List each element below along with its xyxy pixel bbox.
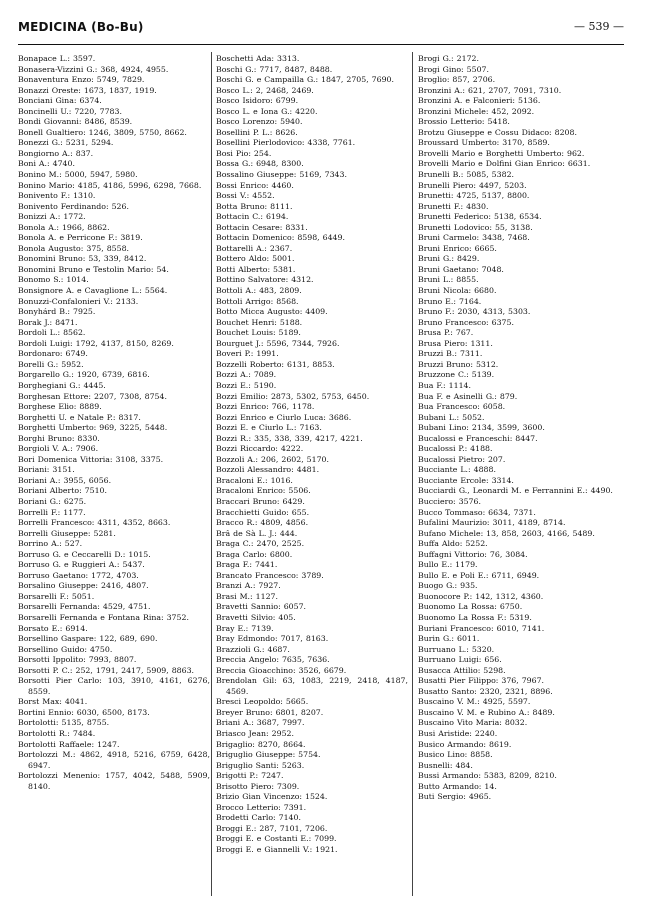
index-entry: Bracaloni Enrico: 5506. (216, 486, 311, 496)
index-entry: Borgarello G.: 1920, 6739, 6816. (18, 370, 150, 380)
index-entry: Bronzini A. e Falconieri: 5136. (418, 96, 541, 106)
index-entry: Buffagni Vittorio: 76, 3084. (418, 549, 528, 559)
index-entry: Bua F. e Asinelli G.: 879. (418, 391, 518, 401)
index-entry: Bruni Enrico: 6665. (418, 243, 497, 253)
index-entry: Borghetti Umberto: 969, 3225, 5448. (18, 423, 168, 433)
index-entry: Boriani Alberto: 7510. (18, 486, 107, 496)
index-entry: Bucco Tommaso: 6634, 7371. (418, 507, 536, 517)
index-entry: Busi Aristide: 2240. (418, 729, 498, 738)
page-header (18, 20, 624, 40)
index-entry: Borrelli Giuseppe: 5281. (18, 528, 116, 538)
index-entry: Bozzi R.: 335, 338, 339, 4217, 4221. (216, 433, 363, 443)
index-entry: Buti Sergio: 4965. (418, 792, 492, 802)
index-entry: Braga F.: 7441. (216, 560, 278, 570)
index-entry: Bruni Carmelo: 3438, 7468. (418, 233, 530, 243)
index-entry: Bonazzi Oreste: 1673, 1837, 1919. (18, 85, 157, 95)
section-title: MEDICINA (Bo-Bu) (18, 20, 144, 34)
index-entry: Bruno F.: 2030, 4313, 5303. (418, 307, 531, 317)
index-column-2 (216, 54, 408, 894)
index-entry: Brendolan Gil: 63, 1083, 2219, 2418, 4187, 4569. (216, 676, 408, 696)
index-entry: Borrino A.: 527. (18, 539, 83, 549)
index-column-1 (18, 54, 210, 894)
index-entry: Bonezzi G.: 5231, 5294. (18, 138, 114, 148)
index-entry: Bruzzi B.: 7311. (418, 349, 483, 359)
index-entry: Bruni G.: 8429. (418, 254, 480, 264)
index-entry: Borst Max: 4041. (18, 697, 88, 707)
index-entry: Bruzzone C.: 5139. (418, 370, 495, 380)
index-entry: Braccari Bruno: 6429. (216, 496, 305, 506)
index-entry: Broggi E.: 287, 7101, 7206. (216, 823, 328, 833)
index-entry: Brunelli B.: 5085, 5382. (418, 170, 515, 180)
index-entry: Boncinelli U.: 7220, 7783. (18, 106, 122, 116)
index-entry: Bonaventura Enzo: 5749, 7829. (18, 75, 145, 85)
index-entry: Boschetti Ada: 3313. (216, 54, 300, 63)
index-entry: Borsarelli F.: 5051. (18, 591, 95, 601)
index-entry: Bozzi E. e Ciurlo L.: 7163. (216, 423, 322, 433)
index-entry: Bottoli Arrigo: 8568. (216, 296, 299, 306)
index-entry: Bossalino Giuseppe: 5169, 7343. (216, 170, 347, 180)
index-entry: Brunelli Piero: 4497, 5203. (418, 180, 527, 190)
index-entry: Boschi G. e Campailla G.: 1847, 2705, 7690. (216, 75, 394, 85)
index-entry: Bruno E.: 7164. (418, 296, 482, 306)
index-entry: Bortolotti: 5135, 8755. (18, 718, 110, 728)
index-entry: Bufalini Maurizio: 3011, 4189, 8714. (418, 518, 566, 528)
index-entry: Boriani A.: 3955, 6056. (18, 475, 112, 485)
index-entry: Briani A.: 3687, 7997. (216, 718, 305, 728)
index-entry: Bonola A.: 1966, 8862. (18, 222, 110, 232)
index-entry: Bresci Leopoldo: 5665. (216, 697, 309, 707)
index-entry: Bonell Gualtiero: 1246, 3809, 5750, 8662. (18, 127, 187, 137)
index-entry: Boveri P.: 1991. (216, 349, 279, 359)
index-entry: Bucciero: 3576. (418, 496, 481, 506)
index-entry: Busatto Santo: 2320, 2321, 8896. (418, 686, 553, 696)
index-entry: Bonizzi A.: 1772. (18, 212, 86, 222)
index-entry: Brazzioli G.: 4687. (216, 644, 290, 654)
index-entry: Bouchet Henri: 5188. (216, 317, 303, 327)
index-entry: Bonivento Ferdinando: 526. (18, 201, 129, 211)
index-entry: Busico Armando: 8619. (418, 739, 512, 749)
index-entry: Busacca Attilio: 5298. (418, 665, 506, 675)
index-entry: Bracchietti Guido: 655. (216, 507, 310, 517)
index-entry: Briguglio Santi: 5263. (216, 760, 305, 770)
index-entry: Brodetti Carlo: 7140. (216, 813, 301, 823)
column-divider (412, 52, 413, 896)
index-entry: Bozzelli Roberto: 6131, 8853. (216, 359, 335, 369)
index-entry: Borsellino Gaspare: 122, 689, 690. (18, 634, 158, 644)
index-entry: Bruzzi Bruno: 5312. (418, 359, 499, 369)
index-entry: Bruni Nicola: 6680. (418, 286, 497, 296)
index-entry: Brusa Piero: 1311. (418, 338, 493, 348)
index-entry: Borruso G. e Ruggieri A.: 5437. (18, 560, 145, 570)
index-entry: Buriani Francesco: 6010, 7141. (418, 623, 545, 633)
index-entry: Botto Micca Augusto: 4409. (216, 307, 328, 317)
index-entry: Brunetti Federico: 5138, 6534. (418, 212, 542, 222)
index-column-3 (418, 54, 614, 894)
index-entry: Borghese Elio: 8889. (18, 402, 102, 412)
index-entry: Bronzini A.: 621, 2707, 7091, 7310. (418, 85, 562, 95)
index-entry: Borsotti P. C.: 252, 1791, 2417, 5909, 8863. (18, 665, 195, 675)
index-entry: Bussi Armando: 5383, 8209, 8210. (418, 771, 557, 781)
index-entry: Busico Lino: 8858. (418, 750, 493, 760)
index-entry: Bonuzzi-Confalonieri V.: 2133. (18, 296, 139, 306)
index-entry: Borsalino Giuseppe: 2416, 4807. (18, 581, 149, 591)
index-entry: Borruso Gaetano: 1772, 4703. (18, 570, 139, 580)
index-entry: Brizio Gian Vincenzo: 1524. (216, 792, 328, 802)
index-entry: Breccia Angelo: 7635, 7636. (216, 655, 330, 665)
index-entry: Braga Carlo: 6800. (216, 549, 293, 559)
index-entry: Brisotto Piero: 7309. (216, 781, 300, 791)
index-entry: Bozzi Enrico e Ciurlo Luca: 3686. (216, 412, 352, 422)
index-entry: Briasco Jean: 2952. (216, 729, 294, 738)
index-entry: Bonola A. e Perricone F.: 3819. (18, 233, 143, 243)
index-entry: Buffa Aldo: 5252. (418, 539, 488, 549)
index-entry: Buonocore P.: 142, 1312, 4360. (418, 591, 544, 601)
index-entry: Brâ de Sà L. J.: 444. (216, 528, 298, 538)
index-entry: Bosco L. e Iona G.: 4220. (216, 106, 318, 116)
index-entry: Bottino Salvatore: 4312. (216, 275, 314, 285)
index-entry: Bullo E.: 1179. (418, 560, 478, 570)
index-entry: Bua Francesco: 6058. (418, 402, 506, 412)
index-entry: Breyer Bruno: 6801, 8207. (216, 707, 324, 717)
index-entry: Bozzoli A.: 206, 2602, 5170. (216, 454, 329, 464)
index-entry: Bozzi A.: 7089. (216, 370, 277, 380)
index-entry: Bonapace L.: 3597. (18, 54, 96, 63)
index-entry: Brotzu Giuseppe e Cossu Didaco: 8208. (418, 127, 577, 137)
index-entry: Borsarelli Fernanda: 4529, 4751. (18, 602, 151, 612)
index-entry: Brigaglio: 8270, 8664. (216, 739, 306, 749)
index-entry: Bucalossi Pietro: 207. (418, 454, 506, 464)
index-entry: Borgioli V. A.: 7906. (18, 444, 99, 454)
index-entry: Busnelli: 484. (418, 760, 473, 770)
index-entry: Botti Alberto: 5381. (216, 264, 296, 274)
index-entry: Brunetti F.: 4830. (418, 201, 489, 211)
index-entry: Bossa G.: 6948, 8300. (216, 159, 304, 169)
index-entry: Bravetti Silvio: 405. (216, 612, 296, 622)
index-entry: Busatti Pier Filippo: 376, 7967. (418, 676, 545, 686)
index-entry: Bua F.: 1114. (418, 380, 471, 390)
index-entry: Bray Edmondo: 7017, 8163. (216, 634, 329, 644)
index-entry: Brocco Letterio: 7391. (216, 802, 307, 812)
index-entry: Bosco Isidoro: 6799. (216, 96, 299, 106)
index-entry: Bonsignore A. e Cavaglione L.: 5564. (18, 286, 168, 296)
index-entry: Bucalossi e Franceschi: 8447. (418, 433, 538, 443)
index-entry: Bracco R.: 4809, 4856. (216, 518, 309, 528)
index-entry: Bortolozzi Menenio: 1757, 4042, 5488, 5909, 8140. (18, 771, 210, 791)
index-entry: Brovelli Mario e Dolfini Gian Enrico: 6631. (418, 159, 591, 169)
index-entry: Bubani L.: 5052. (418, 412, 485, 422)
index-entry: Brigotti P.: 7247. (216, 771, 284, 781)
index-entry: Brasi M.: 1127. (216, 591, 278, 601)
index-entry: Bucciante Ercole: 3314. (418, 475, 514, 485)
column-divider (211, 52, 212, 896)
index-entry: Broggi E. e Costanti E.: 7099. (216, 834, 337, 844)
index-entry: Bottero Aldo: 5001. (216, 254, 295, 264)
index-entry: Boschi G.: 7717, 8487, 8488. (216, 64, 333, 74)
index-entry: Bosellini P. L.: 8626. (216, 127, 298, 137)
index-entry: Braga C.: 2470, 2525. (216, 539, 305, 549)
index-entry: Bruni L.: 8855. (418, 275, 479, 285)
index-entry: Burruano L.: 5320. (418, 644, 495, 654)
index-entry: Boriani G.: 6275. (18, 496, 87, 506)
index-entry: Bozzi Riccardo: 4222. (216, 444, 304, 454)
index-entry: Bottacin Cesare: 8331. (216, 222, 308, 232)
index-entry: Brunetti: 4725, 5137, 8800. (418, 191, 530, 201)
index-entry: Bottarelli A.: 2367. (216, 243, 293, 253)
index-entry: Bracaloni E.: 1016. (216, 475, 293, 485)
index-entry: Brancato Francesco: 3789. (216, 570, 324, 580)
index-entry: Brogi Gino: 5507. (418, 64, 489, 74)
index-entry: Bonomo S.: 1014. (18, 275, 89, 285)
index-entry: Bonino Mario: 4185, 4186, 5996, 6298, 7668. (18, 180, 202, 190)
index-entry: Bravetti Sannio: 6057. (216, 602, 307, 612)
index-entry: Bortini Ennio: 6030, 6500, 8173. (18, 707, 150, 717)
index-entry: Borsato E.: 6914. (18, 623, 88, 633)
index-entry: Buscaino V. M.: 4925, 5597. (418, 697, 531, 707)
index-entry: Bonivento F.: 1310. (18, 191, 96, 201)
page-number: — 539 — (574, 20, 624, 33)
index-entry: Bonomini Bruno e Testolin Mario: 54. (18, 264, 169, 274)
index-entry: Burruano Luigi: 656. (418, 655, 502, 665)
index-entry: Borsellino Guido: 4750. (18, 644, 113, 654)
index-entry: Bonyhárd B.: 7925. (18, 307, 96, 317)
index-entry: Bufano Michele: 13, 858, 2603, 4166, 5489. (418, 528, 595, 538)
index-entry: Broussard Umberto: 3170, 8589. (418, 138, 550, 148)
index-entry: Bosi Pio: 254. (216, 148, 272, 158)
index-entry: Broggi E. e Giannelli V.: 1921. (216, 845, 338, 855)
index-entry: Bordoli L.: 8562. (18, 328, 86, 338)
index-entry: Buscaino V. M. e Rubino A.: 8489. (418, 707, 555, 717)
index-entry: Bortolozzi M.: 4862, 4918, 5216, 6759, 6428, 6947. (18, 750, 210, 770)
index-entry: Butto Armando: 14. (418, 781, 497, 791)
index-entry: Bruni Gaetano: 7048. (418, 264, 504, 274)
index-entry: Bozzi E.: 5190. (216, 380, 277, 390)
index-entry: Bongiorno A.: 837. (18, 148, 94, 158)
index-entry: Bucciante L.: 4888. (418, 465, 496, 475)
index-entry: Bosco L.: 2, 2468, 2469. (216, 85, 314, 95)
index-entry: Bottacin Domenico: 8598, 6449. (216, 233, 345, 243)
index-entry: Bourguet J.: 5596, 7344, 7926. (216, 338, 340, 348)
index-entry: Bonola Augusto: 375, 8558. (18, 243, 130, 253)
index-entry: Borghi Bruno: 8330. (18, 433, 100, 443)
index-entry: Bottoli A.: 483, 2809. (216, 286, 302, 296)
index-entry: Bruno Francesco: 6375. (418, 317, 514, 327)
index-entry: Borrelli Francesco: 4311, 4352, 8663. (18, 518, 171, 528)
index-entry: Brogi G.: 2172. (418, 54, 479, 63)
index-entry: Borghetti U. e Natale P.: 8317. (18, 412, 141, 422)
index-entry: Bozzoli Alessandro: 4481. (216, 465, 320, 475)
index-entry: Borghegiani G.: 4445. (18, 380, 106, 390)
index-entry: Bonciani Gina: 6374. (18, 96, 102, 106)
index-entry: Borak J.: 8471. (18, 317, 78, 327)
index-entry: Bray E.: 7139. (216, 623, 274, 633)
index-entry: Bonasera-Vizzini G.: 368, 4924, 4955. (18, 64, 169, 74)
index-entry: Bonomini Bruno: 53, 339, 8412. (18, 254, 147, 264)
index-entry: Borelli G.: 5952. (18, 359, 84, 369)
index-entry: Bottacin C.: 6194. (216, 212, 289, 222)
index-entry: Boriani: 3151. (18, 465, 75, 475)
index-entry: Branzi A.: 7927. (216, 581, 281, 591)
index-entry: Bortolotti R.: 7484. (18, 729, 96, 738)
index-entry: Bosco Lorenzo: 5940. (216, 117, 303, 127)
index-entry: Burin G.: 6011. (418, 634, 480, 644)
index-entry: Bucciardi G., Leonardi M. e Ferrannini E.: 4490. (418, 486, 613, 496)
index-entry: Bondi Giovanni: 8486, 8539. (18, 117, 133, 127)
index-entry: Buscaino Vito Maria: 8032. (418, 718, 528, 728)
index-entry: Bosellini Pierlodovico: 4338, 7761. (216, 138, 356, 148)
index-entry: Brunetti Lodovico: 55, 3138. (418, 222, 533, 232)
index-entry: Brossio Letterio: 5418. (418, 117, 510, 127)
index-entry: Bucalossi P.: 4188. (418, 444, 493, 454)
index-entry: Bozzi Enrico: 766, 1178. (216, 402, 315, 412)
index-entry: Borsotti Pier Carlo: 103, 3910, 4161, 6276, 8559. (18, 676, 210, 696)
index-entry: Borsarelli Fernanda e Fontana Rina: 3752. (18, 612, 189, 622)
index-entry: Borruso G. e Ceccarelli D.: 1015. (18, 549, 151, 559)
index-entry: Bortolotti Raffaele: 1247. (18, 739, 120, 749)
index-entry: Borrelli F.: 1177. (18, 507, 86, 517)
index-entry: Botta Bruno: 8111. (216, 201, 293, 211)
header-rule (18, 44, 624, 45)
index-entry: Broglio: 857, 2706. (418, 75, 496, 85)
index-entry: Briguglio Giuseppe: 5754. (216, 750, 321, 760)
index-entry: Bori Domenica Vittoria: 3108, 3375. (18, 454, 164, 464)
index-entry: Bullo E. e Poli E.: 6711, 6949. (418, 570, 540, 580)
index-entry: Bordoli Luigi: 1792, 4137, 8150, 8269. (18, 338, 174, 348)
index-entry: Boni A.: 4740. (18, 159, 75, 169)
index-entry: Bossi Enrico: 4460. (216, 180, 294, 190)
index-entry: Bordonaro: 6749. (18, 349, 88, 359)
index-entry: Breccia Gioacchino: 3526, 6679. (216, 665, 347, 675)
index-entry: Buogo G.: 935. (418, 581, 478, 591)
index-entry: Bossi V.: 4552. (216, 191, 275, 201)
index-entry: Bubani Lino: 2134, 3599, 3600. (418, 423, 545, 433)
index-entry: Brovelli Mario e Borghetti Umberto: 962. (418, 148, 585, 158)
index-entry: Buonomo La Rossa F.: 5319. (418, 612, 532, 622)
index-entry: Buonomo La Rossa: 6750. (418, 602, 523, 612)
index-entry: Brusa P.: 767. (418, 328, 474, 338)
index-entry: Bouchet Louis: 5189. (216, 328, 301, 338)
index-entry: Bonino M.: 5000, 5947, 5980. (18, 170, 138, 180)
index-entry: Borsotti Ippolito: 7993, 8807. (18, 655, 137, 665)
index-entry: Borghesan Ettore: 2207, 7308, 8754. (18, 391, 167, 401)
index-entry: Bronzini Michele: 452, 2092. (418, 106, 535, 116)
index-entry: Bozzi Emilio: 2873, 5302, 5753, 6450. (216, 391, 370, 401)
